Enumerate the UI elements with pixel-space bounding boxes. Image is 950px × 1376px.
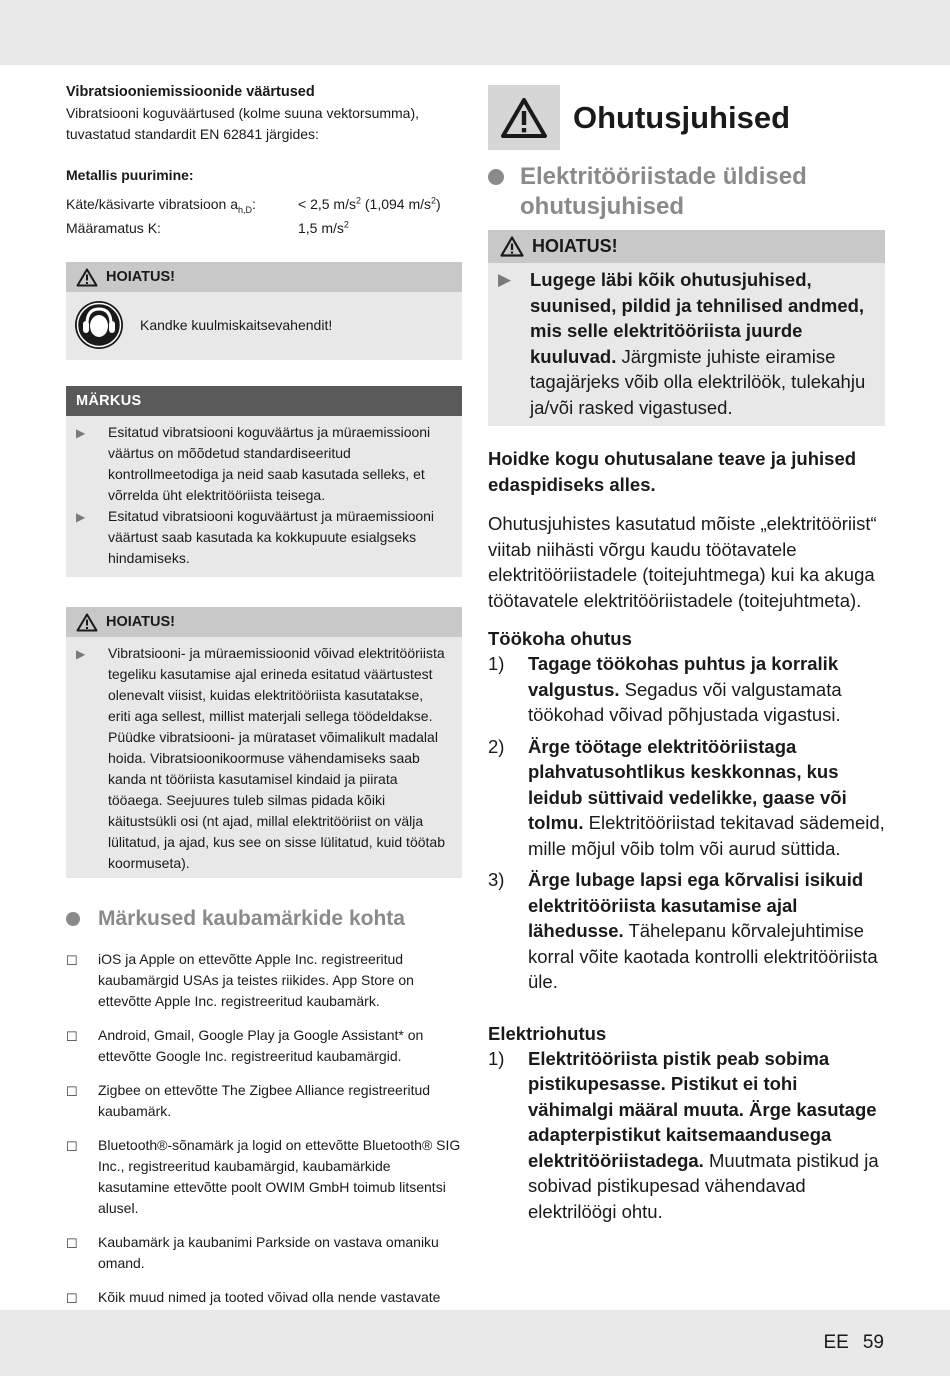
workplace-safety-list — [488, 651, 885, 995]
spec-label: Käte/käsivarte vibratsioon $a_{h,D}$: — [66, 196, 256, 215]
note-list — [66, 416, 462, 569]
warning-text: Järgmiste juhiste eiramise tagajärjeks võib olla elektrilöök, tulekahju ja/või rasked vigastused. — [530, 345, 866, 418]
list-item: ☐ Zigbee on ettevõtte The Zigbee Alliance registreeritud kaubamärk. — [66, 1080, 462, 1122]
section-heading: Elektritööriistade üldised ohutusjuhised — [488, 162, 885, 222]
spec-row-uncertainty — [66, 216, 462, 240]
list-item: ☐ Kaubamärk ja kaubanimi Parkside on vastava omaniku omand. — [66, 1232, 462, 1274]
right-column — [488, 85, 885, 1230]
ear-protection-icon — [74, 300, 124, 350]
definition-paragraph: Ohutusjuhistes kasutatud mõiste „elektritööriist“ viitab niihästi võrgu kaudu töötavatele elektritööriistadele (toitejuhtmega) kui ka akuga töötavatele elektritööriistadele (toitejuhtmeta). — [488, 513, 877, 611]
list-item: ☐ iOS ja Apple on ettevõtte Apple Inc. registreeritud kaubamärgid USAs ja teistes riikides. App Store on ettevõtte Apple Inc. registreeritud kaubamärk. — [66, 949, 462, 1012]
bullet-arrow-icon: ▶ — [76, 426, 86, 440]
list-item: ☐ Kõik muud nimed ja tooted võivad olla nende vastavate — [66, 1287, 462, 1329]
page-footer — [810, 1332, 885, 1354]
trademark-list — [66, 949, 462, 1360]
list-item: ▶ Esitatud vibratsiooni koguväärtust ja müraemissiooni väärtust saab kasutada ka kokkupuute esialgseks hindamiseks. — [76, 506, 448, 569]
warning-header — [66, 262, 462, 292]
workplace-safety-heading: Töökoha ohutus — [488, 628, 632, 649]
spec-row-vibration — [66, 192, 462, 216]
list-item: ▶ Esitatud vibratsiooni koguväärtus ja müraemissiooni väärtus on mõõdetud standardiseeritud kontrollmeetodiga ja neid saab kasutada selleks, et võrrelda üht elektritööriista teisega. — [76, 422, 448, 506]
vibration-text: Vibratsiooni koguväärtused (kolme suuna vektorsumma), tuvastatud standardit EN 62841 järgides: — [66, 105, 420, 142]
trademark-heading: Märkused kaubamärkide kohta — [66, 908, 462, 929]
warning-header — [66, 607, 462, 637]
title-warning-icon-box — [488, 85, 560, 150]
warning-title: HOIATUS! — [106, 613, 176, 630]
checkbox-square-icon: ☐ — [66, 953, 78, 968]
bottom-band — [0, 1310, 950, 1376]
metal-drilling-heading: Metallis puurimine: — [66, 167, 194, 183]
checkbox-square-icon: ☐ — [66, 1084, 78, 1099]
warning-list — [66, 637, 462, 874]
bullet-arrow-icon: ▶ — [498, 270, 512, 289]
page-number: 59 — [862, 1332, 884, 1353]
warning-title: HOIATUS! — [532, 236, 618, 256]
keep-instructions-text: Hoidke kogu ohutusalane teave ja juhised edaspidiseks alles. — [488, 448, 857, 495]
page-title: Ohutusjuhised — [573, 99, 790, 135]
warning-header — [488, 230, 885, 263]
bullet-dot-icon — [488, 169, 504, 185]
note-header: MÄRKUS — [66, 386, 462, 416]
spec-label: Määramatus K: — [66, 220, 161, 236]
list-item: 2) Ärge töötage elektritööriistaga plahvatusohtlikus keskkonnas, kus leidub süttivaid vedelikke, gaase või tolmu. Elektritööriistad tekitavad sädemeid, mille mõjul võib tolm või aurud süttida. — [488, 735, 885, 859]
hearing-warning-box — [66, 262, 462, 360]
electrical-safety-heading: Elektriohutus — [488, 1022, 607, 1044]
top-band — [0, 0, 950, 65]
hearing-warning-text: Kandke kuulmiskaitsevahendit! — [140, 316, 333, 333]
bullet-arrow-icon: ▶ — [76, 510, 86, 524]
list-item: ☐ Bluetooth®-sõnamärk ja logid on ettevõtte Bluetooth® SIG Inc., registreeritud kaubamärgid, kaubamärkide kasutamine ettevõtte poolt OWIM GmbH toimub litsentsi alusel. — [66, 1135, 462, 1219]
general-warning-box — [488, 230, 885, 426]
warning-body — [488, 263, 885, 420]
bullet-dot-icon — [66, 912, 80, 926]
checkbox-square-icon: ☐ — [66, 1139, 78, 1154]
electrical-safety-list — [488, 1046, 885, 1225]
warning-triangle-icon — [500, 97, 548, 139]
note-box — [66, 386, 462, 577]
checkbox-square-icon: ☐ — [66, 1236, 78, 1251]
list-item: ☐ Android, Gmail, Google Play ja Google Assistant* on ettevõtte Google Inc. registreeritud kaubamärgid. — [66, 1025, 462, 1067]
warning-triangle-icon — [76, 613, 98, 632]
title-row — [488, 85, 885, 150]
checkbox-square-icon: ☐ — [66, 1029, 78, 1044]
spec-value: 1,5 $m/s^2$ — [298, 219, 349, 236]
spec-value: < 2,5 $m/s^2$ (1,094 $m/s^2$) — [298, 195, 441, 212]
list-item: 1) Elektritööriista pistik peab sobima pistikupesasse. Pistikut ei tohi vähimalgi määral muuta. Ärge kasutage adapterpistikut kaitsemaandusega elektritööriistadega. Muutmata pistikud ja sobivad pistikupesad vähendavad elektrilöögi ohtu. — [488, 1047, 879, 1222]
bullet-arrow-icon: ▶ — [76, 647, 86, 661]
warning-triangle-icon — [76, 268, 98, 287]
warning-bold-text: Lugege läbi kõik ohutusjuhised, suunised, pildid ja tehnilised andmed, mis selle elektritööriista juurde kuuluvad. — [530, 269, 865, 367]
vibration-warning-box — [66, 607, 462, 878]
checkbox-square-icon: ☐ — [66, 1291, 78, 1306]
warning-title: HOIATUS! — [106, 268, 176, 285]
hearing-row — [66, 292, 462, 360]
vibration-title: Vibratsiooniemissioonide väärtused — [66, 84, 315, 100]
list-item: ▶ Vibratsiooni- ja müraemissioonid võivad elektritööriista tegeliku kasutamise ajal erineda esitatud väärtustest olenevalt viisist, kuidas elektritööriista kasutatakse, eriti aga sellest, millist materjali sellega töödeldakse. Püüdke vibratsiooni- ja mürataset võimalikult madalal hoida. Vibratsioonikoormuse vähendamiseks saab kanda nt tööriista kasutamisel kindaid ja piirata tööaega. Seejuures tuleb silmas pidada kõiki käitustsükli osi (nt ajad, millal elektritööriist on välja lülitatud, ja ajad, kus see on sisse lülitatud, kuid töötab koormuseta). — [76, 643, 448, 874]
language-code: EE — [823, 1332, 849, 1353]
list-item: 3) Ärge lubage lapsi ega kõrvalisi isikuid elektritööriista kasutamise ajal lähedusse. Tähelepanu kõrvalejuhtimise korral võite kaotada kontrolli elektritööriista üle. — [488, 869, 878, 992]
warning-triangle-icon — [500, 236, 524, 257]
left-column — [66, 80, 462, 1360]
list-item: 1) Tagage töökohas puhtus ja korralik valgustus. Segadus või valgustamata töökohad võivad põhjustada vigastusi. — [488, 653, 842, 725]
